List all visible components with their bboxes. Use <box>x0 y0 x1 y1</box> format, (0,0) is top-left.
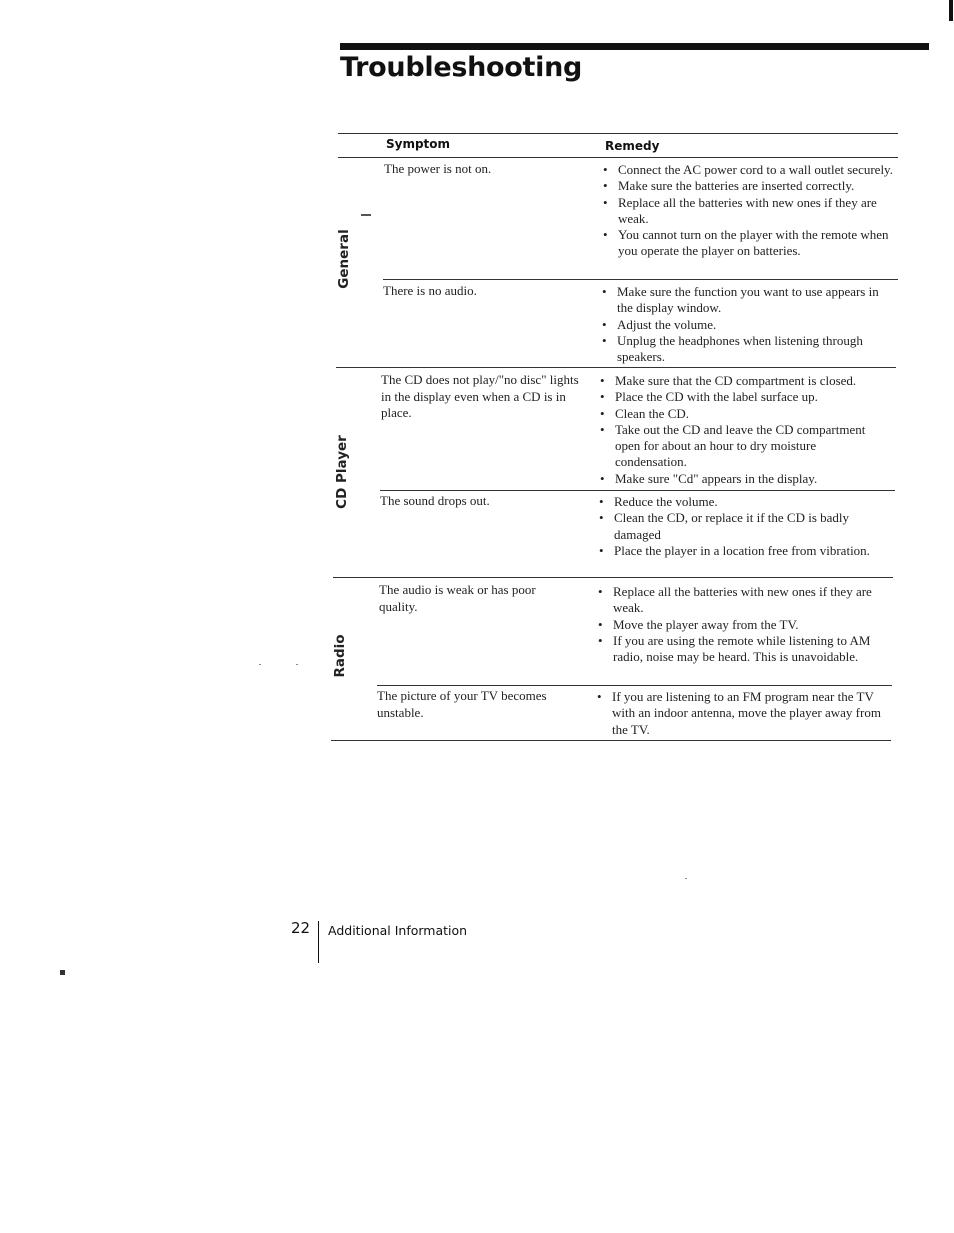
symptom-text: The sound drops out. <box>380 493 490 508</box>
row-divider <box>383 279 898 280</box>
symptom-text: There is no audio. <box>383 283 477 298</box>
title-rule <box>340 43 929 50</box>
remedy-item: • Place the CD with the label surface up. <box>600 389 890 405</box>
remedy-item: • If you are listening to an FM program near the TV with an indoor antenna, move the player away from the TV. <box>597 689 887 738</box>
remedy-item: • Reduce the volume. <box>599 494 889 510</box>
section-divider <box>333 577 893 578</box>
remedy-item: • Adjust the volume. <box>602 317 892 333</box>
remedy-item: • You cannot turn on the player with the remote when you operate the player on batteries. <box>603 227 893 260</box>
symptom-text: The audio is weak or has poor quality. <box>379 582 536 614</box>
remedy-item: • Take out the CD and leave the CD compartment open for about an hour to dry moisture condensation. <box>600 422 890 471</box>
remedy-list <box>603 162 893 260</box>
header-bottom-rule <box>338 157 898 158</box>
remedy-item: • Connect the AC power cord to a wall outlet securely. <box>603 162 893 178</box>
table-bottom-rule <box>331 740 891 741</box>
scan-speck <box>361 214 371 216</box>
remedy-list <box>600 373 890 487</box>
row-divider <box>377 685 892 686</box>
section-label-cd-player: CD Player <box>334 435 350 509</box>
row-divider <box>380 490 895 491</box>
remedy-item: • Move the player away from the TV. <box>598 617 888 633</box>
footer-divider <box>318 921 319 963</box>
scan-speck <box>685 878 687 879</box>
remedy-item: • Make sure the batteries are inserted correctly. <box>603 178 893 194</box>
remedy-list <box>598 584 888 665</box>
section-divider <box>336 367 896 368</box>
section-label-general: General <box>336 229 352 289</box>
page-number: 22 <box>291 919 311 937</box>
section-label-radio: Radio <box>332 634 348 678</box>
remedy-item: • Clean the CD. <box>600 406 890 422</box>
remedy-item: • Make sure the function you want to use appears in the display window. <box>602 284 892 317</box>
remedy-list <box>597 689 887 738</box>
page-title: Troubleshooting <box>340 52 583 83</box>
remedy-item: • Unplug the headphones when listening through speakers. <box>602 333 892 366</box>
remedy-list <box>602 284 892 365</box>
table-top-rule <box>338 133 898 134</box>
remedy-item: • Make sure "Cd" appears in the display. <box>600 471 890 487</box>
symptom-column-header: Symptom <box>386 137 451 151</box>
remedy-list <box>599 494 889 559</box>
remedy-item: • Clean the CD, or replace it if the CD is badly damaged <box>599 510 889 543</box>
scan-speck <box>296 664 298 665</box>
remedy-item: • Replace all the batteries with new ones if they are weak. <box>603 195 893 228</box>
symptom-text: The CD does not play/"no disc" lights in the display even when a CD is in place. <box>381 372 579 420</box>
remedy-item: • If you are using the remote while listening to AM radio, noise may be heard. This is unavoidable. <box>598 633 888 666</box>
footer-section-title: Additional Information <box>328 923 468 938</box>
remedy-column-header: Remedy <box>605 139 660 153</box>
remedy-item: • Place the player in a location free from vibration. <box>599 543 889 559</box>
symptom-text: The picture of your TV becomes unstable. <box>377 688 547 720</box>
scan-speck <box>259 664 261 665</box>
remedy-item: • Replace all the batteries with new ones if they are weak. <box>598 584 888 617</box>
symptom-text: The power is not on. <box>384 161 492 176</box>
remedy-item: • Make sure that the CD compartment is closed. <box>600 373 890 389</box>
scan-speck <box>60 970 65 975</box>
page-edge-mark <box>949 0 953 21</box>
